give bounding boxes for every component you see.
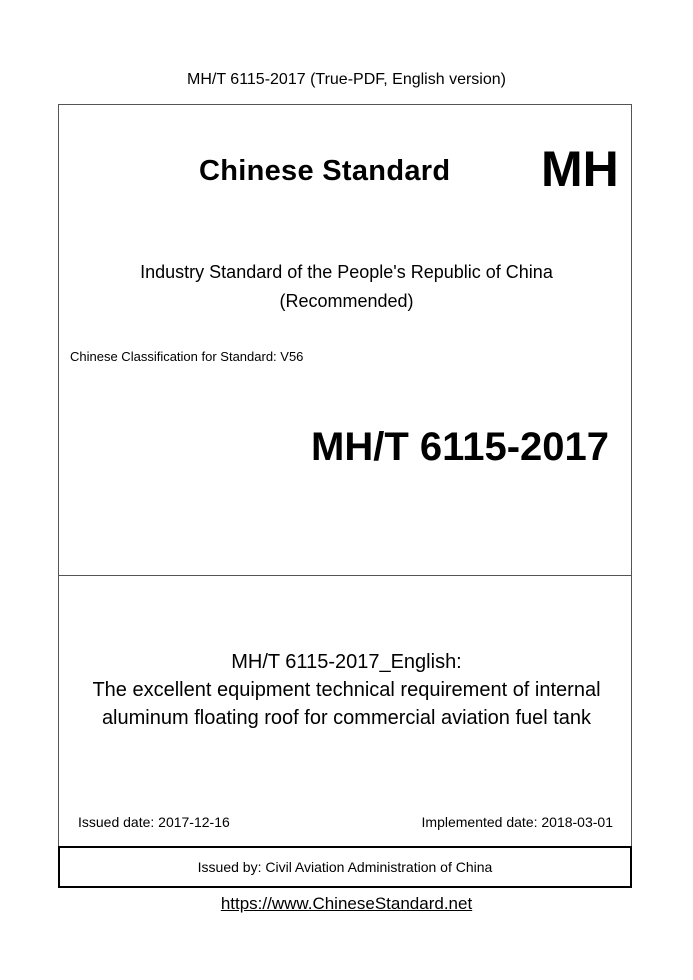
- classification-label: Chinese Classification for Standard: V56: [70, 349, 304, 364]
- industry-mark: MH: [541, 141, 619, 197]
- footer: [0, 894, 693, 914]
- issuer-box: [58, 846, 632, 888]
- issued-date: Issued date: 2017-12-16: [78, 814, 230, 830]
- standard-number: MH/T 6115-2017: [311, 425, 609, 469]
- implemented-date: Implemented date: 2018-03-01: [421, 814, 613, 830]
- cover-title: Chinese Standard: [199, 155, 451, 187]
- document-title-line: aluminum floating roof for commercial aviation fuel tank: [101, 707, 592, 729]
- page-header: MH/T 6115-2017 (True-PDF, English version): [187, 71, 506, 88]
- issuer-label: Issued by: Civil Aviation Administration of China: [197, 859, 493, 875]
- document-title-line: The excellent equipment technical requirement of internal: [92, 679, 601, 701]
- industry-statement: [0, 258, 693, 316]
- recommended-line: (Recommended): [279, 291, 414, 311]
- website-link[interactable]: https://www.ChineseStandard.net: [220, 894, 473, 913]
- document-title: [0, 648, 693, 732]
- document-title-code: MH/T 6115-2017_English:: [231, 651, 462, 673]
- industry-line: Industry Standard of the People's Republic of China: [140, 262, 553, 282]
